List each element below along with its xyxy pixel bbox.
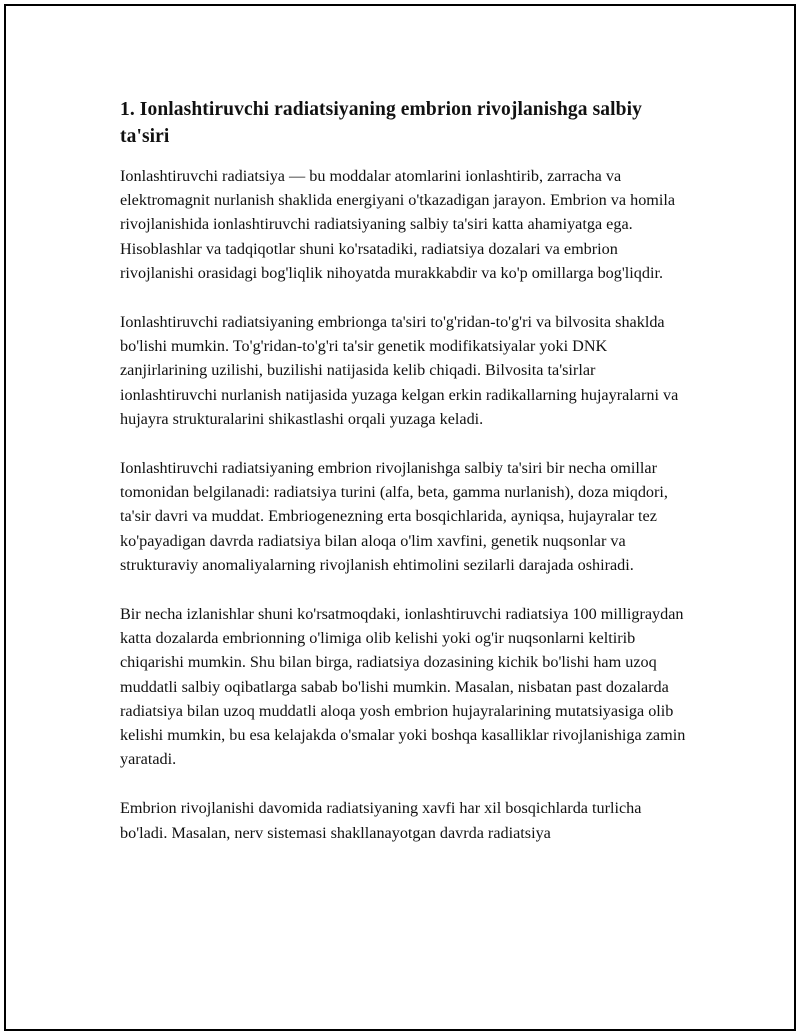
paragraph: Ionlashtiruvchi radiatsiyaning embrionga ta'siri to'g'ridan-to'g'ri va bilvosita shaklda bo'lishi mumkin. To'g'ridan-to'g'ri ta'sir genetik modifikatsiyalar yoki DNK zanjirlarining uzilishi, buzilishi natijasida kelib chiqadi. Bilvosita ta'sirlar ionlashtiruvchi nurlanish natijasida yuzaga kelgan erkin radikallarning hujayralarni va hujayra strukturalarini shikastlashi orqali yuzaga keladi. [120, 313, 679, 428]
section-heading: 1. Ionlashtiruvchi radiatsiyaning embrion rivojlanishga salbiy ta'siri [120, 99, 642, 147]
page-frame [4, 4, 796, 1031]
paragraph: Bir necha izlanishlar shuni ko'rsatmoqdaki, ionlashtiruvchi radiatsiya 100 milligraydan katta dozalarda embrionning o'limiga olib kelishi yoki og'ir nuqsonlarni keltirib chiqarishi mumkin. Shu bilan birga, radiatsiya dozasining kichik bo'lishi ham uzoq muddatli salbiy oqibatlarga sabab bo'lishi mumkin. Masalan, nisbatan past dozalarda radiatsiya bilan uzoq muddatli aloqa yosh embrion hujayralarining mutatsiyasiga olib kelishi mumkin, bu esa kelajakda o'smalar yoki boshqa kasalliklar rivojlanishiga zamin yaratadi. [120, 605, 686, 769]
paragraph: Ionlashtiruvchi radiatsiya — bu moddalar atomlarini ionlashtirib, zarracha va elektromagnit nurlanish shaklida energiyani o'tkazadigan jarayon. Embrion va homila rivojlanishida ionlashtiruvchi radiatsiyaning salbiy ta'siri katta ahamiyatga ega. Hisoblashlar va tadqiqotlar shuni ko'rsatadiki, radiatsiya dozalari va embrion rivojlanishi orasidagi bog'liqlik nihoyatda murakkabdir va ko'p omillarga bog'liqdir. [120, 167, 676, 282]
paragraph: Ionlashtiruvchi radiatsiyaning embrion rivojlanishga salbiy ta'siri bir necha omillar tomonidan belgilanadi: radiatsiya turini (alfa, beta, gamma nurlanish), doza miqdori, ta'sir davri va muddat. Embriogenezning erta bosqichlarida, ayniqsa, hujayralar tez ko'payadigan davrda radiatsiya bilan aloqa o'lim xavfini, genetik nuqsonlar va strukturaviy anomaliyalarning rivojlanish ehtimolini sezilarli darajada oshiradi. [120, 459, 668, 574]
paragraph: Embrion rivojlanishi davomida radiatsiyaning xavfi har xil bosqichlarda turlicha bo'ladi. Masalan, nerv sistemasi shakllanayotgan davrda radiatsiya [120, 799, 642, 842]
document-body [120, 96, 692, 870]
